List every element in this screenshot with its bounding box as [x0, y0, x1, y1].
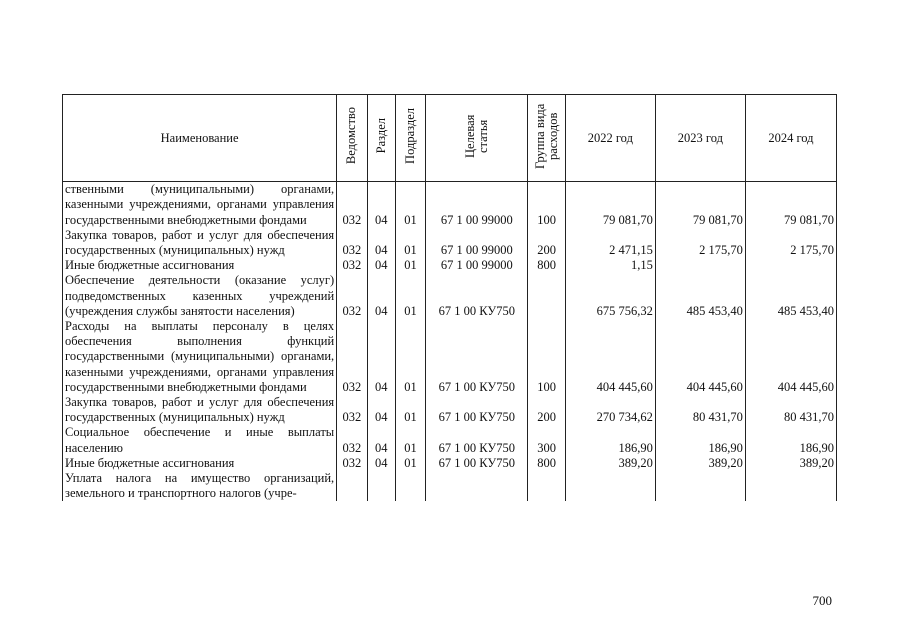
row-celevaya-cell: 67 1 00 99000 — [426, 258, 528, 273]
row-celevaya-cell: 67 1 00 99000 — [426, 182, 528, 228]
row-celevaya-cell: 67 1 00 99000 — [426, 228, 528, 258]
row-2023-cell: 485 453,40 — [655, 273, 745, 319]
header-razdel: Раздел — [367, 95, 395, 182]
row-podrazdel-cell: 01 — [395, 182, 425, 228]
page-number: 700 — [812, 593, 832, 608]
row-2022-cell: 675 756,32 — [565, 273, 655, 319]
row-2024-cell: 389,20 — [745, 456, 836, 471]
row-vedomstvo-cell: 032 — [337, 228, 367, 258]
table-row — [63, 228, 837, 258]
row-2024-cell: 186,90 — [745, 425, 836, 455]
row-gruppa-cell: 200 — [528, 395, 565, 425]
row-2023-cell: 404 445,60 — [655, 319, 745, 395]
header-name: Наименование — [63, 95, 337, 182]
row-2023-cell: 186,90 — [655, 425, 745, 455]
row-vedomstvo-cell: 032 — [337, 425, 367, 455]
row-name-cell: Обеспечение деятельности (оказание услуг) подведомственных казенных учреждений (учреждения службы занятости населения) — [63, 273, 337, 319]
row-2024-cell: 80 431,70 — [745, 395, 836, 425]
row-name-cell: Иные бюджетные ассигнования — [63, 456, 337, 471]
budget-table — [62, 94, 837, 501]
row-gruppa-cell: 800 — [528, 258, 565, 273]
row-2022-cell — [565, 471, 655, 501]
table-row — [63, 471, 837, 501]
header-2024: 2024 год — [745, 95, 836, 182]
row-2024-cell: 485 453,40 — [745, 273, 836, 319]
row-2022-cell: 270 734,62 — [565, 395, 655, 425]
row-gruppa-cell: 100 — [528, 182, 565, 228]
header-podrazdel: Подраздел — [395, 95, 425, 182]
row-2023-cell: 80 431,70 — [655, 395, 745, 425]
row-razdel-cell: 04 — [367, 228, 395, 258]
row-gruppa-cell: 300 — [528, 425, 565, 455]
row-2023-cell: 79 081,70 — [655, 182, 745, 228]
row-vedomstvo-cell — [337, 471, 367, 501]
row-gruppa-cell — [528, 471, 565, 501]
row-name-cell: ственными (муниципальными) органами, казенными учреждениями, органами управления государственными внебюджетными фондами — [63, 182, 337, 228]
header-2022: 2022 год — [565, 95, 655, 182]
row-2024-cell: 2 175,70 — [745, 228, 836, 258]
row-podrazdel-cell: 01 — [395, 273, 425, 319]
row-2023-cell: 389,20 — [655, 456, 745, 471]
row-2023-cell: 2 175,70 — [655, 228, 745, 258]
row-celevaya-cell: 67 1 00 КУ750 — [426, 395, 528, 425]
row-name-cell: Закупка товаров, работ и услуг для обеспечения государственных (муниципальных) нужд — [63, 228, 337, 258]
row-podrazdel-cell: 01 — [395, 456, 425, 471]
row-razdel-cell: 04 — [367, 319, 395, 395]
row-celevaya-cell: 67 1 00 КУ750 — [426, 425, 528, 455]
row-razdel-cell: 04 — [367, 258, 395, 273]
row-razdel-cell: 04 — [367, 273, 395, 319]
table-row — [63, 425, 837, 455]
row-2024-cell — [745, 471, 836, 501]
row-vedomstvo-cell: 032 — [337, 456, 367, 471]
row-gruppa-cell: 800 — [528, 456, 565, 471]
row-celevaya-cell: 67 1 00 КУ750 — [426, 273, 528, 319]
table-row — [63, 182, 837, 228]
row-celevaya-cell — [426, 471, 528, 501]
row-vedomstvo-cell: 032 — [337, 273, 367, 319]
row-vedomstvo-cell: 032 — [337, 395, 367, 425]
row-podrazdel-cell: 01 — [395, 425, 425, 455]
row-gruppa-cell: 100 — [528, 319, 565, 395]
row-name-cell: Расходы на выплаты персоналу в целях обеспечения выполнения функций государственными (муниципальными) органами, казенными учреждениями, органами управления государственными внебюджетными фондами — [63, 319, 337, 395]
row-name-cell: Социальное обеспечение и иные выплаты населению — [63, 425, 337, 455]
row-razdel-cell: 04 — [367, 395, 395, 425]
row-razdel-cell — [367, 471, 395, 501]
row-2023-cell — [655, 258, 745, 273]
row-2022-cell: 389,20 — [565, 456, 655, 471]
header-2023: 2023 год — [655, 95, 745, 182]
row-2024-cell: 404 445,60 — [745, 319, 836, 395]
row-razdel-cell: 04 — [367, 456, 395, 471]
row-podrazdel-cell: 01 — [395, 228, 425, 258]
row-podrazdel-cell — [395, 471, 425, 501]
row-vedomstvo-cell: 032 — [337, 182, 367, 228]
row-name-cell: Иные бюджетные ассигнования — [63, 258, 337, 273]
row-2024-cell: 79 081,70 — [745, 182, 836, 228]
row-name-cell: Уплата налога на имущество организаций, земельного и транспортного налогов (учре- — [63, 471, 337, 501]
table-row — [63, 273, 837, 319]
table-row — [63, 258, 837, 273]
header-vedomstvo: Ведомство — [337, 95, 367, 182]
row-razdel-cell: 04 — [367, 425, 395, 455]
row-celevaya-cell: 67 1 00 КУ750 — [426, 456, 528, 471]
row-2023-cell — [655, 471, 745, 501]
row-podrazdel-cell: 01 — [395, 319, 425, 395]
row-razdel-cell: 04 — [367, 182, 395, 228]
row-2022-cell: 1,15 — [565, 258, 655, 273]
row-vedomstvo-cell: 032 — [337, 258, 367, 273]
table-row — [63, 319, 837, 395]
row-2022-cell: 404 445,60 — [565, 319, 655, 395]
table-row — [63, 395, 837, 425]
row-gruppa-cell: 200 — [528, 228, 565, 258]
table-header — [63, 95, 837, 182]
header-gruppa: Группа вида расходов — [528, 95, 565, 182]
row-name-cell: Закупка товаров, работ и услуг для обеспечения государственных (муниципальных) нужд — [63, 395, 337, 425]
row-gruppa-cell — [528, 273, 565, 319]
table-row — [63, 456, 837, 471]
row-celevaya-cell: 67 1 00 КУ750 — [426, 319, 528, 395]
table-body — [63, 182, 837, 502]
header-celevaya: Целевая статья — [426, 95, 528, 182]
row-podrazdel-cell: 01 — [395, 395, 425, 425]
row-podrazdel-cell: 01 — [395, 258, 425, 273]
row-2022-cell: 2 471,15 — [565, 228, 655, 258]
row-vedomstvo-cell: 032 — [337, 319, 367, 395]
row-2022-cell: 79 081,70 — [565, 182, 655, 228]
row-2022-cell: 186,90 — [565, 425, 655, 455]
row-2024-cell — [745, 258, 836, 273]
